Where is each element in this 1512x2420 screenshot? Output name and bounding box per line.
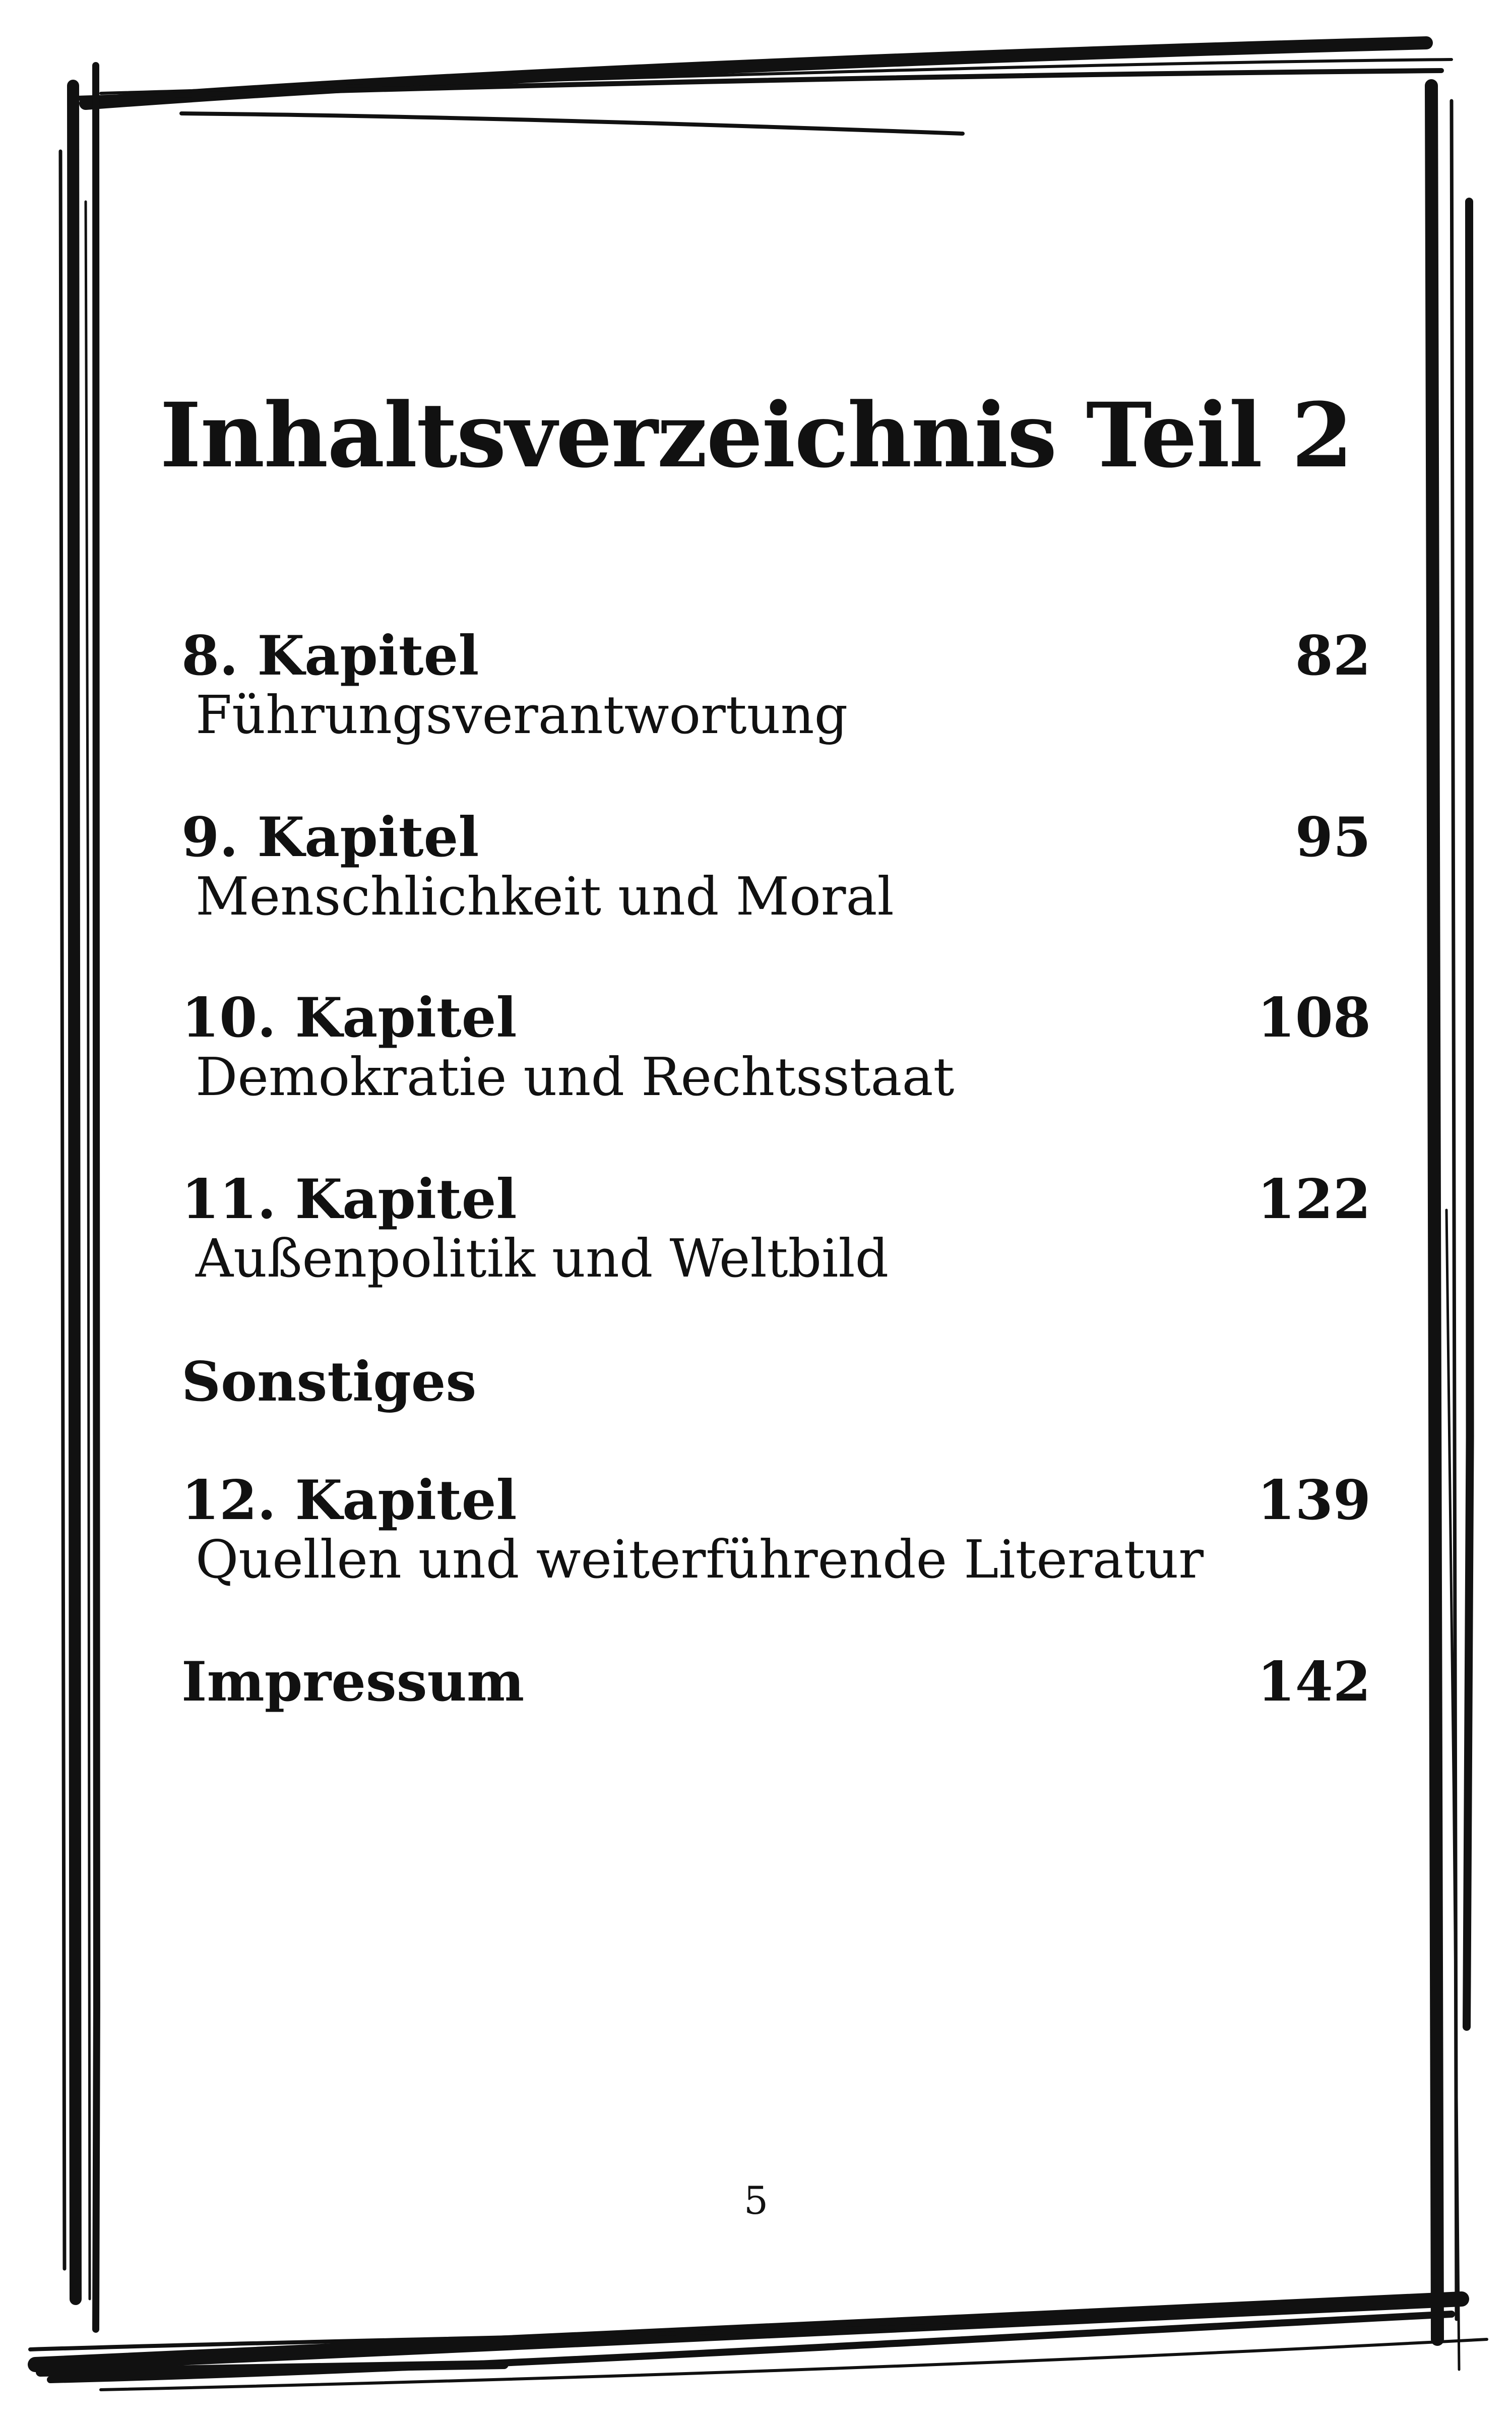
- toc-entry-label: 9. Kapitel: [181, 806, 479, 869]
- toc-entry-label: 12. Kapitel: [181, 1469, 517, 1532]
- toc-entry: [181, 1651, 1371, 1713]
- toc-entry-page: 95: [1295, 806, 1371, 869]
- toc-entry-subtitle: Außenpolitik und Weltbild: [196, 1228, 889, 1289]
- toc-entry-label: Impressum: [181, 1650, 525, 1714]
- toc-entry: [181, 807, 1371, 927]
- toc-entry-page: 108: [1257, 986, 1371, 1050]
- toc-section-heading: [181, 1351, 1371, 1413]
- toc-entry-label: 10. Kapitel: [181, 986, 517, 1050]
- toc-entry-subtitle: Führungsverantwortung: [196, 684, 848, 746]
- toc-entry-page: 139: [1257, 1469, 1371, 1532]
- toc-entry-subtitle: Menschlichkeit und Moral: [196, 866, 894, 927]
- toc-entry-subtitle: Demokratie und Rechtsstaat: [196, 1046, 955, 1108]
- toc-entry-page: 82: [1295, 624, 1371, 688]
- toc-entry: [181, 987, 1371, 1107]
- toc-entry-subtitle: Quellen und weiterführende Literatur: [196, 1529, 1204, 1590]
- toc-entry-page: 142: [1257, 1650, 1371, 1714]
- toc-section-label: Sonstiges: [181, 1350, 477, 1414]
- page-number: 5: [743, 2178, 769, 2223]
- toc-entry-page: 122: [1257, 1168, 1371, 1231]
- toc-entry: [181, 625, 1371, 745]
- toc-entry: [181, 1169, 1371, 1289]
- page-title: Inhaltsverzeichnis Teil 2: [160, 383, 1352, 488]
- toc-entry-label: 11. Kapitel: [181, 1168, 517, 1231]
- toc-entry: [181, 1470, 1371, 1590]
- toc-entry-label: 8. Kapitel: [181, 624, 479, 688]
